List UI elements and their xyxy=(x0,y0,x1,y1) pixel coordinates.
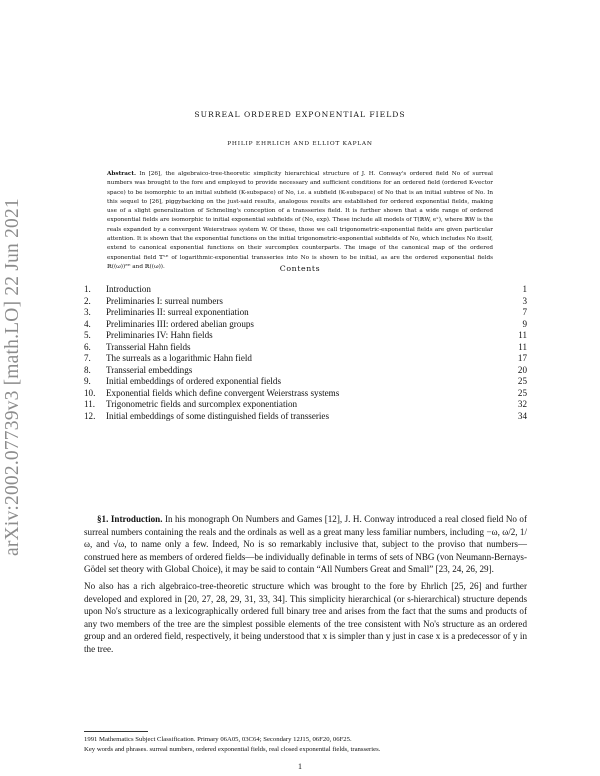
toc-entry-label: Preliminaries I: surreal numbers xyxy=(106,295,223,306)
abstract-text: In [26], the algebraico-tree-theoretic simplicity hierarchical structure of J. H. Conway's ordered field No of surreal numbers was brought to the fore and employed to provide necessary and sufficient conditions for an ordered field (ordered K-vector space) to be isomorphic to an initial subfield (K-subspace) of No, i.e. a subfield (K-subspace) of No that is an initial subtree of No. In this sequel to [26], piggybacking on the just-said results, analogous results are established for ordered exponential fields, making use of a slight generalization of Schmeling's conception of a transseries field. It is further shown that a wide range of ordered exponential fields are isomorphic to initial exponential subfields of (No, exp). These include all models of T(ℝW, eˣ), where ℝW is the reals expanded by a convergent Weierstrass system W. Of these, those we call trigonometric-exponential fields are given particular attention. It is shown that the exponential functions on the initial trigonometric-exponential subfields of No, which includes No itself, extend to canonical exponential functions on their surcomplex counterparts. The image of the canonical map of the ordered exponential field 𝕋ᴸᴱ of logarithmic-exponential transseries into No is shown to be initial, as are the ordered exponential fields ℝ((ω))ᴱᴱ and ℝ((ω)). xyxy=(107,171,493,270)
toc-entry[interactable] xyxy=(84,399,527,411)
toc-entry-page: 20 xyxy=(517,364,527,375)
introduction-section xyxy=(84,513,527,656)
toc-entry[interactable] xyxy=(84,330,527,342)
intro-paragraph-1-text: In his monograph On Numbers and Games [12], J. H. Conway introduced a real closed field No of surreal numbers containing the reals and the ordinals as well as a great many less familiar numbers, including −ω, ω/2, 1/ω, and √ω, to name only a few. Indeed, No is so remarkably inclusive that, subject to the proviso that numbers—construed here as members of ordered fields—be individually definable in terms of sets of NBG (von Neumann-Bernays-Gödel set theory with Global Choice), it may be said to contain “All Numbers Great and Small” [23, 24, 26, 29]. xyxy=(84,514,527,575)
toc-entry[interactable] xyxy=(84,388,527,400)
intro-paragraph-2 xyxy=(84,580,527,656)
toc-entry-number: 8. xyxy=(84,364,91,375)
toc-entry-label: Transserial embeddings xyxy=(106,364,193,375)
toc-entry-page: 7 xyxy=(522,307,527,318)
toc-entry[interactable] xyxy=(84,319,527,331)
toc-entry-number: 12. xyxy=(84,411,96,422)
toc-entry[interactable] xyxy=(84,307,527,319)
toc-entry-page: 11 xyxy=(518,330,527,341)
toc-entry-page: 9 xyxy=(522,318,527,329)
abstract xyxy=(107,170,493,272)
toc-entry-page: 11 xyxy=(518,341,527,352)
toc-entry[interactable] xyxy=(84,342,527,354)
toc-entry-number: 6. xyxy=(84,341,91,352)
toc-entry-number: 2. xyxy=(84,295,91,306)
toc-entry-label: Introduction xyxy=(106,284,151,294)
toc-entry-label: Preliminaries II: surreal exponentiation xyxy=(106,307,249,318)
toc-entry[interactable] xyxy=(84,365,527,377)
footnotes xyxy=(84,735,527,754)
table-of-contents xyxy=(84,284,527,423)
toc-entry[interactable] xyxy=(84,284,527,296)
toc-entry-label: The surreals as a logarithmic Hahn field xyxy=(106,353,252,364)
toc-entry-page: 1 xyxy=(522,284,527,294)
arxiv-identifier-text: arXiv:2002.07739v3 [math.LO] 22 Jun 2021 xyxy=(2,198,23,556)
paper-authors: PHILIP EHRLICH AND ELLIOT KAPLAN xyxy=(227,141,373,147)
contents-heading: Contents xyxy=(279,264,321,273)
toc-entry[interactable] xyxy=(84,353,527,365)
toc-entry-number: 9. xyxy=(84,376,91,387)
toc-entry-number: 10. xyxy=(84,387,96,398)
intro-paragraph-1 xyxy=(84,513,527,576)
toc-entry-number: 1. xyxy=(84,284,91,294)
toc-entry[interactable] xyxy=(84,376,527,388)
toc-entry-label: Initial embeddings of some distinguished fields of transseries xyxy=(106,411,330,422)
toc-entry-label: Trigonometric fields and surcomplex exponentiation xyxy=(106,399,298,410)
toc-entry-number: 5. xyxy=(84,330,91,341)
footnote-keywords: Key words and phrases. surreal numbers, ordered exponential fields, real closed exponential fields, transseries. xyxy=(84,745,381,753)
arxiv-identifier xyxy=(2,198,38,592)
intro-paragraph-2-text: No also has a rich algebraico-tree-theoretic structure which was brought to the fore by Ehrlich [25, 26] and further developed and explored in [20, 27, 28, 29, 31, 33, 34]. This simplicity hierarchical (or s-hierarchical) structure depends upon No's structure as a lexicographically ordered full binary tree and arises from the fact that the sums and products of any two members of the tree are the simplest possible elements of the tree consistent with No's structure as an ordered group and an ordered field, respectively, it being understood that x is simpler than y just in case x is a predecessor of y in the tree. xyxy=(84,580,527,654)
toc-entry-label: Preliminaries III: ordered abelian groups xyxy=(106,318,254,329)
paper-title: SURREAL ORDERED EXPONENTIAL FIELDS xyxy=(194,110,406,119)
toc-entry-label: Preliminaries IV: Hahn fields xyxy=(106,330,213,341)
toc-entry-label: Transserial Hahn fields xyxy=(106,341,191,352)
page-number: 1 xyxy=(298,762,302,771)
section-heading: §1. Introduction. xyxy=(97,514,163,524)
toc-entry-number: 7. xyxy=(84,353,91,364)
footnote-msc: 1991 Mathematics Subject Classification. Primary 06A05, 03C64; Secondary 12J15, 06F20, 06F25. xyxy=(84,736,352,743)
toc-entry-number: 11. xyxy=(84,399,96,410)
abstract-label: Abstract. xyxy=(107,171,136,177)
toc-entry-page: 34 xyxy=(517,411,527,422)
toc-entry-page: 25 xyxy=(517,387,527,398)
toc-entry-label: Exponential fields which define convergent Weierstrass systems xyxy=(106,387,340,398)
toc-entry-label: Initial embeddings of ordered exponential fields xyxy=(106,376,282,387)
footnote-rule xyxy=(84,731,148,732)
toc-entry[interactable] xyxy=(84,411,527,423)
toc-entry[interactable] xyxy=(84,296,527,308)
toc-entry-page: 3 xyxy=(522,295,527,306)
toc-entry-number: 3. xyxy=(84,307,91,318)
toc-entry-number: 4. xyxy=(84,318,91,329)
toc-entry-page: 32 xyxy=(517,399,527,410)
toc-entry-page: 17 xyxy=(517,353,527,364)
toc-entry-page: 25 xyxy=(517,376,527,387)
